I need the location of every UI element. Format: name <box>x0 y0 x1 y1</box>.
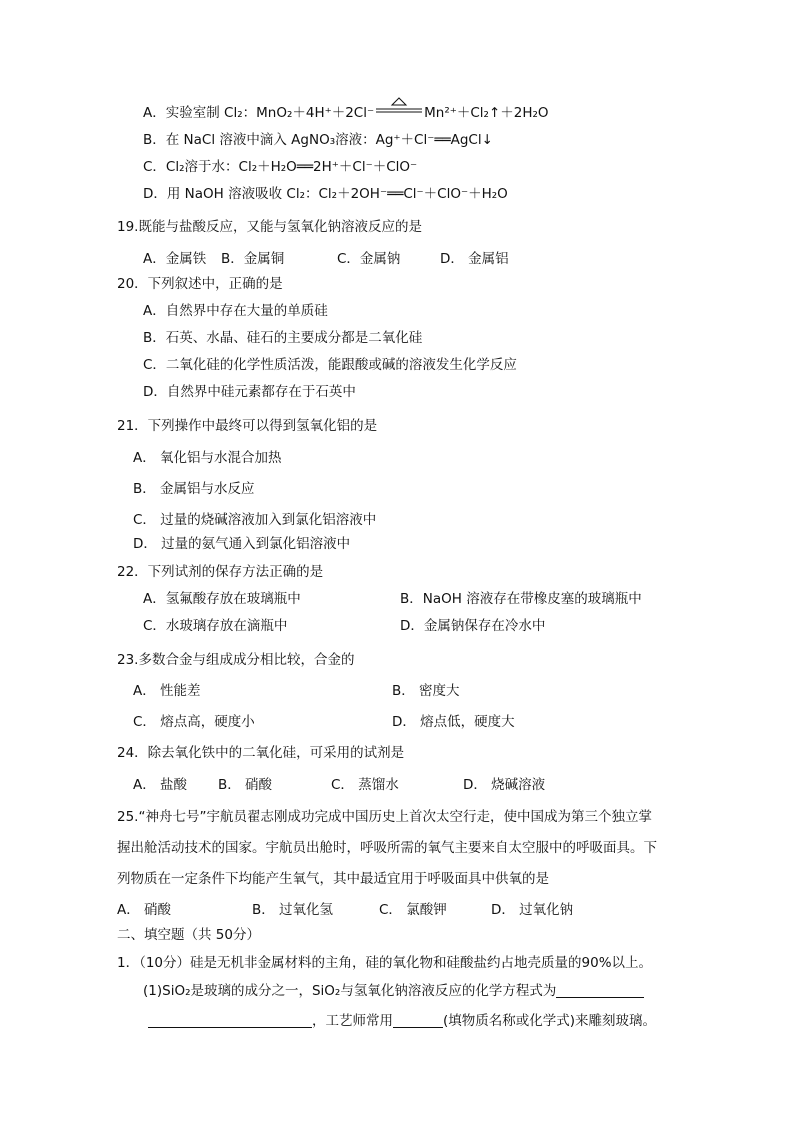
q18-option-a-right: Mn²⁺＋Cl₂↑＋2H₂O <box>424 105 549 121</box>
q20-option-c: C．二氧化硅的化学性质活泼，能跟酸或碱的溶液发生化学反应 <box>143 357 517 373</box>
q20-option-a: A．自然界中存在大量的单质硅 <box>143 303 328 319</box>
heating-triangle-icon <box>374 97 424 115</box>
q18-option-a-left: A．实验室制 Cl₂：MnO₂＋4H⁺＋2Cl⁻ <box>143 105 375 121</box>
q19-option-b: B．金属铜 <box>221 251 285 267</box>
q20-option-d: D．自然界中硅元素都存在于石英中 <box>143 384 356 400</box>
fill-q1-sub1-text: (1)SiO₂是玻璃的成分之一，SiO₂与氢氧化钠溶液反应的化学方程式为 <box>143 983 557 999</box>
q22-option-b: B．NaOH 溶液存在带橡皮塞的玻璃瓶中 <box>400 591 642 607</box>
q25-stem-line1: 25.“神舟七号”宇航员翟志刚成功完成中国历史上首次太空行走，使中国成为第三个独立掌 <box>117 809 652 825</box>
q20-stem: 20．下列叙述中，正确的是 <box>117 276 283 292</box>
fill-q1-sub1-cont-text: ，工艺师常用 <box>312 1013 393 1029</box>
answer-blank-2[interactable] <box>393 1013 443 1028</box>
q24-option-d: D． 烧碱溶液 <box>463 777 546 793</box>
q24-option-b: B． 硝酸 <box>218 777 273 793</box>
q21-option-d: D． 过量的氨气通入到氯化铝溶液中 <box>133 536 351 552</box>
q18-option-d: D．用 NaOH 溶液吸收 Cl₂：Cl₂＋2OH⁻══Cl⁻＋ClO⁻＋H₂O <box>143 186 508 202</box>
q23-option-d: D． 熔点低，硬度大 <box>392 714 515 730</box>
q25-option-c: C． 氯酸钾 <box>379 902 447 918</box>
answer-blank-1[interactable] <box>556 983 644 998</box>
q22-stem: 22．下列试剂的保存方法正确的是 <box>117 564 324 580</box>
q24-stem: 24．除去氧化铁中的二氧化硅，可采用的试剂是 <box>117 745 405 761</box>
q25-option-a: A． 硝酸 <box>117 902 172 918</box>
q23-stem: 23.多数合金与组成成分相比较，合金的 <box>117 652 355 668</box>
section-title: 二、填空题（共 50分） <box>117 927 260 943</box>
q22-option-c: C．水玻璃存放在滴瓶中 <box>143 618 288 634</box>
q23-option-c: C． 熔点高，硬度小 <box>133 714 255 730</box>
heating-equals-sign <box>374 105 424 119</box>
q19-option-d: D． 金属铝 <box>440 251 509 267</box>
fill-q1-stem: 1．（10分）硅是无机非金属材料的主角，硅的氧化物和硅酸盐约占地壳质量的90%以上。 <box>117 955 653 971</box>
fill-q1-sub1-end-text: (填物质名称或化学式)来雕刻玻璃。 <box>443 1013 657 1029</box>
q22-option-a: A．氢氟酸存放在玻璃瓶中 <box>143 591 301 607</box>
q18-option-c: C．Cl₂溶于水：Cl₂＋H₂O══2H⁺＋Cl⁻＋ClO⁻ <box>143 159 418 175</box>
q19-stem: 19.既能与盐酸反应，又能与氢氧化钠溶液反应的是 <box>117 219 422 235</box>
q21-option-c: C． 过量的烧碱溶液加入到氯化铝溶液中 <box>133 512 377 528</box>
q24-option-c: C． 蒸馏水 <box>331 777 399 793</box>
q18-option-b: B．在 NaCl 溶液中滴入 AgNO₃溶液：Ag⁺＋Cl⁻══AgCl↓ <box>143 132 493 148</box>
q18-option-a <box>143 104 549 122</box>
q19-option-a: A．金属铁 <box>143 251 207 267</box>
q24-option-a: A． 盐酸 <box>133 777 188 793</box>
q23-option-b: B． 密度大 <box>392 683 460 699</box>
q19-option-c: C．金属钠 <box>337 251 401 267</box>
fill-q1-sub1 <box>143 982 644 1000</box>
q21-option-b: B． 金属铝与水反应 <box>133 481 255 497</box>
q21-stem: 21．下列操作中最终可以得到氢氧化铝的是 <box>117 418 378 434</box>
fill-q1-sub1-cont <box>148 1012 656 1030</box>
q21-option-a: A． 氧化铝与水混合加热 <box>133 450 282 466</box>
q25-stem-line2: 握出舱活动技术的国家。宇航员出舱时，呼吸所需的氧气主要来自太空服中的呼吸面具。下 <box>117 840 657 856</box>
answer-blank-1-cont[interactable] <box>148 1013 312 1028</box>
q25-option-b: B． 过氧化氢 <box>252 902 334 918</box>
q25-option-d: D． 过氧化钠 <box>491 902 574 918</box>
q22-option-d: D．金属钠保存在冷水中 <box>400 618 546 634</box>
q25-stem-line3: 列物质在一定条件下均能产生氧气，其中最适宜用于呼吸面具中供氧的是 <box>117 871 549 887</box>
q20-option-b: B．石英、水晶、硅石的主要成分都是二氧化硅 <box>143 330 423 346</box>
q23-option-a: A． 性能差 <box>133 683 201 699</box>
